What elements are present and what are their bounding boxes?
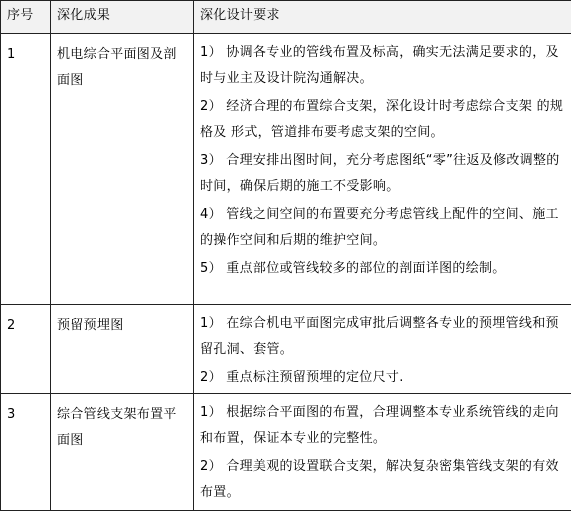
row-requirements [194, 305, 571, 394]
table-row [1, 394, 571, 511]
row-index: 3 [1, 394, 51, 511]
row-index: 1 [1, 34, 51, 305]
requirement-item: 3） 合理安排出图时间，充分考虑图纸“零”往返及修改调整的时间，确保后期的施工不受影响。 [200, 148, 565, 200]
row-requirements [194, 394, 571, 511]
requirement-item: 4） 管线之间空间的布置要充分考虑管线上配件的空间、施工的操作空间和后期的维护空间。 [200, 202, 565, 254]
table-row [1, 305, 571, 394]
requirement-item: 1） 在综合机电平面图完成审批后调整各专业的预埋管线和预留孔洞、套管。 [200, 311, 565, 363]
table-row [1, 34, 571, 305]
header-requirements: 深化设计要求 [194, 1, 571, 34]
row-result: 机电综合平面图及剖面图 [51, 34, 194, 305]
requirement-item: 2） 重点标注预留预埋的定位尺寸. [200, 365, 565, 391]
row-result: 综合管线支架布置平面图 [51, 394, 194, 511]
table-header-row [1, 1, 571, 34]
row-result: 预留预埋图 [51, 305, 194, 394]
row-index: 2 [1, 305, 51, 394]
requirement-item: 2） 合理美观的设置联合支架，解决复杂密集管线支架的有效布置。 [200, 454, 565, 506]
requirement-item: 5） 重点部位或管线较多的部位的剖面详图的绘制。 [200, 256, 565, 282]
requirement-item: 1） 根据综合平面图的布置，合理调整本专业系统管线的走向和布置，保证本专业的完整性。 [200, 400, 565, 452]
header-result: 深化成果 [51, 1, 194, 34]
requirement-item: 2） 经济合理的布置综合支架，深化设计时考虑综合支架 的规格及 形式，管道排布要考虑支架的空间。 [200, 94, 565, 146]
row-requirements [194, 34, 571, 305]
requirement-item: 1） 协调各专业的管线布置及标高，确实无法满足要求的，及时与业主及设计院沟通解决。 [200, 40, 565, 92]
header-index: 序号 [1, 1, 51, 34]
